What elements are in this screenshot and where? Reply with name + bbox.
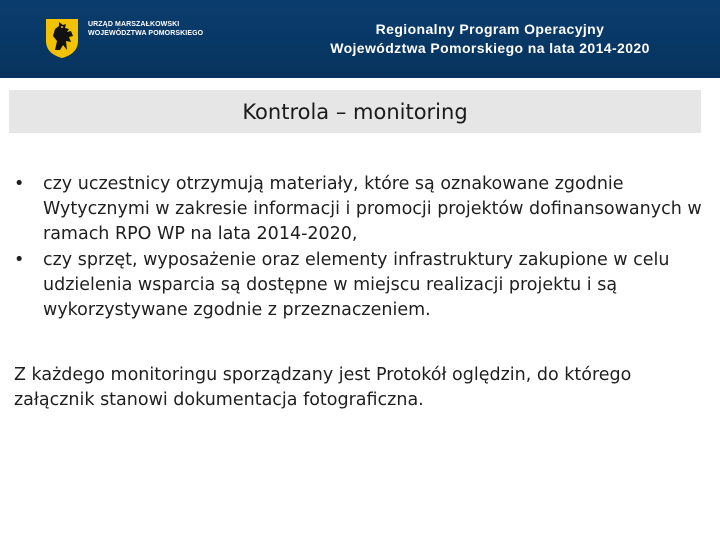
slide-content xyxy=(14,172,704,431)
griffin-coat-of-arms-icon xyxy=(44,17,80,59)
bullet-marker: • xyxy=(14,174,25,194)
program-title-line1: Regionalny Program Operacyjny xyxy=(375,21,605,37)
bullet-text: czy uczestnicy otrzymują materiały, które są oznakowane zgodnie Wytycznymi w zakresie informacji i promocji projektów dofinansowanych w ramach RPO WP na lata 2014-2020, xyxy=(43,174,702,244)
program-title xyxy=(270,20,710,58)
program-title-line2: Województwa Pomorskiego na lata 2014-2020 xyxy=(330,40,650,56)
bullet-text: czy sprzęt, wyposażenie oraz elementy infrastruktury zakupione w celu udzielenia wsparcia są dostępne w miejscu realizacji projektu i są wykorzystywane zgodnie z przeznaczeniem. xyxy=(43,250,670,320)
office-name xyxy=(88,20,203,38)
office-name-line1: URZĄD MARSZAŁKOWSKI xyxy=(88,21,180,28)
header-banner xyxy=(0,0,720,78)
office-name-line2: WOJEWÓDZTWA POMORSKIEGO xyxy=(88,30,204,37)
slide-title-bar xyxy=(9,90,701,133)
bullet-list xyxy=(14,172,704,323)
closing-paragraph: Z każdego monitoringu sporządzany jest Protokół oględzin, do którego załącznik stanowi dokumentacja fotograficzna. xyxy=(14,365,632,410)
bullet-item xyxy=(14,172,704,247)
bullet-item xyxy=(14,248,704,323)
bullet-marker: • xyxy=(14,250,25,270)
slide-title: Kontrola – monitoring xyxy=(242,100,468,124)
